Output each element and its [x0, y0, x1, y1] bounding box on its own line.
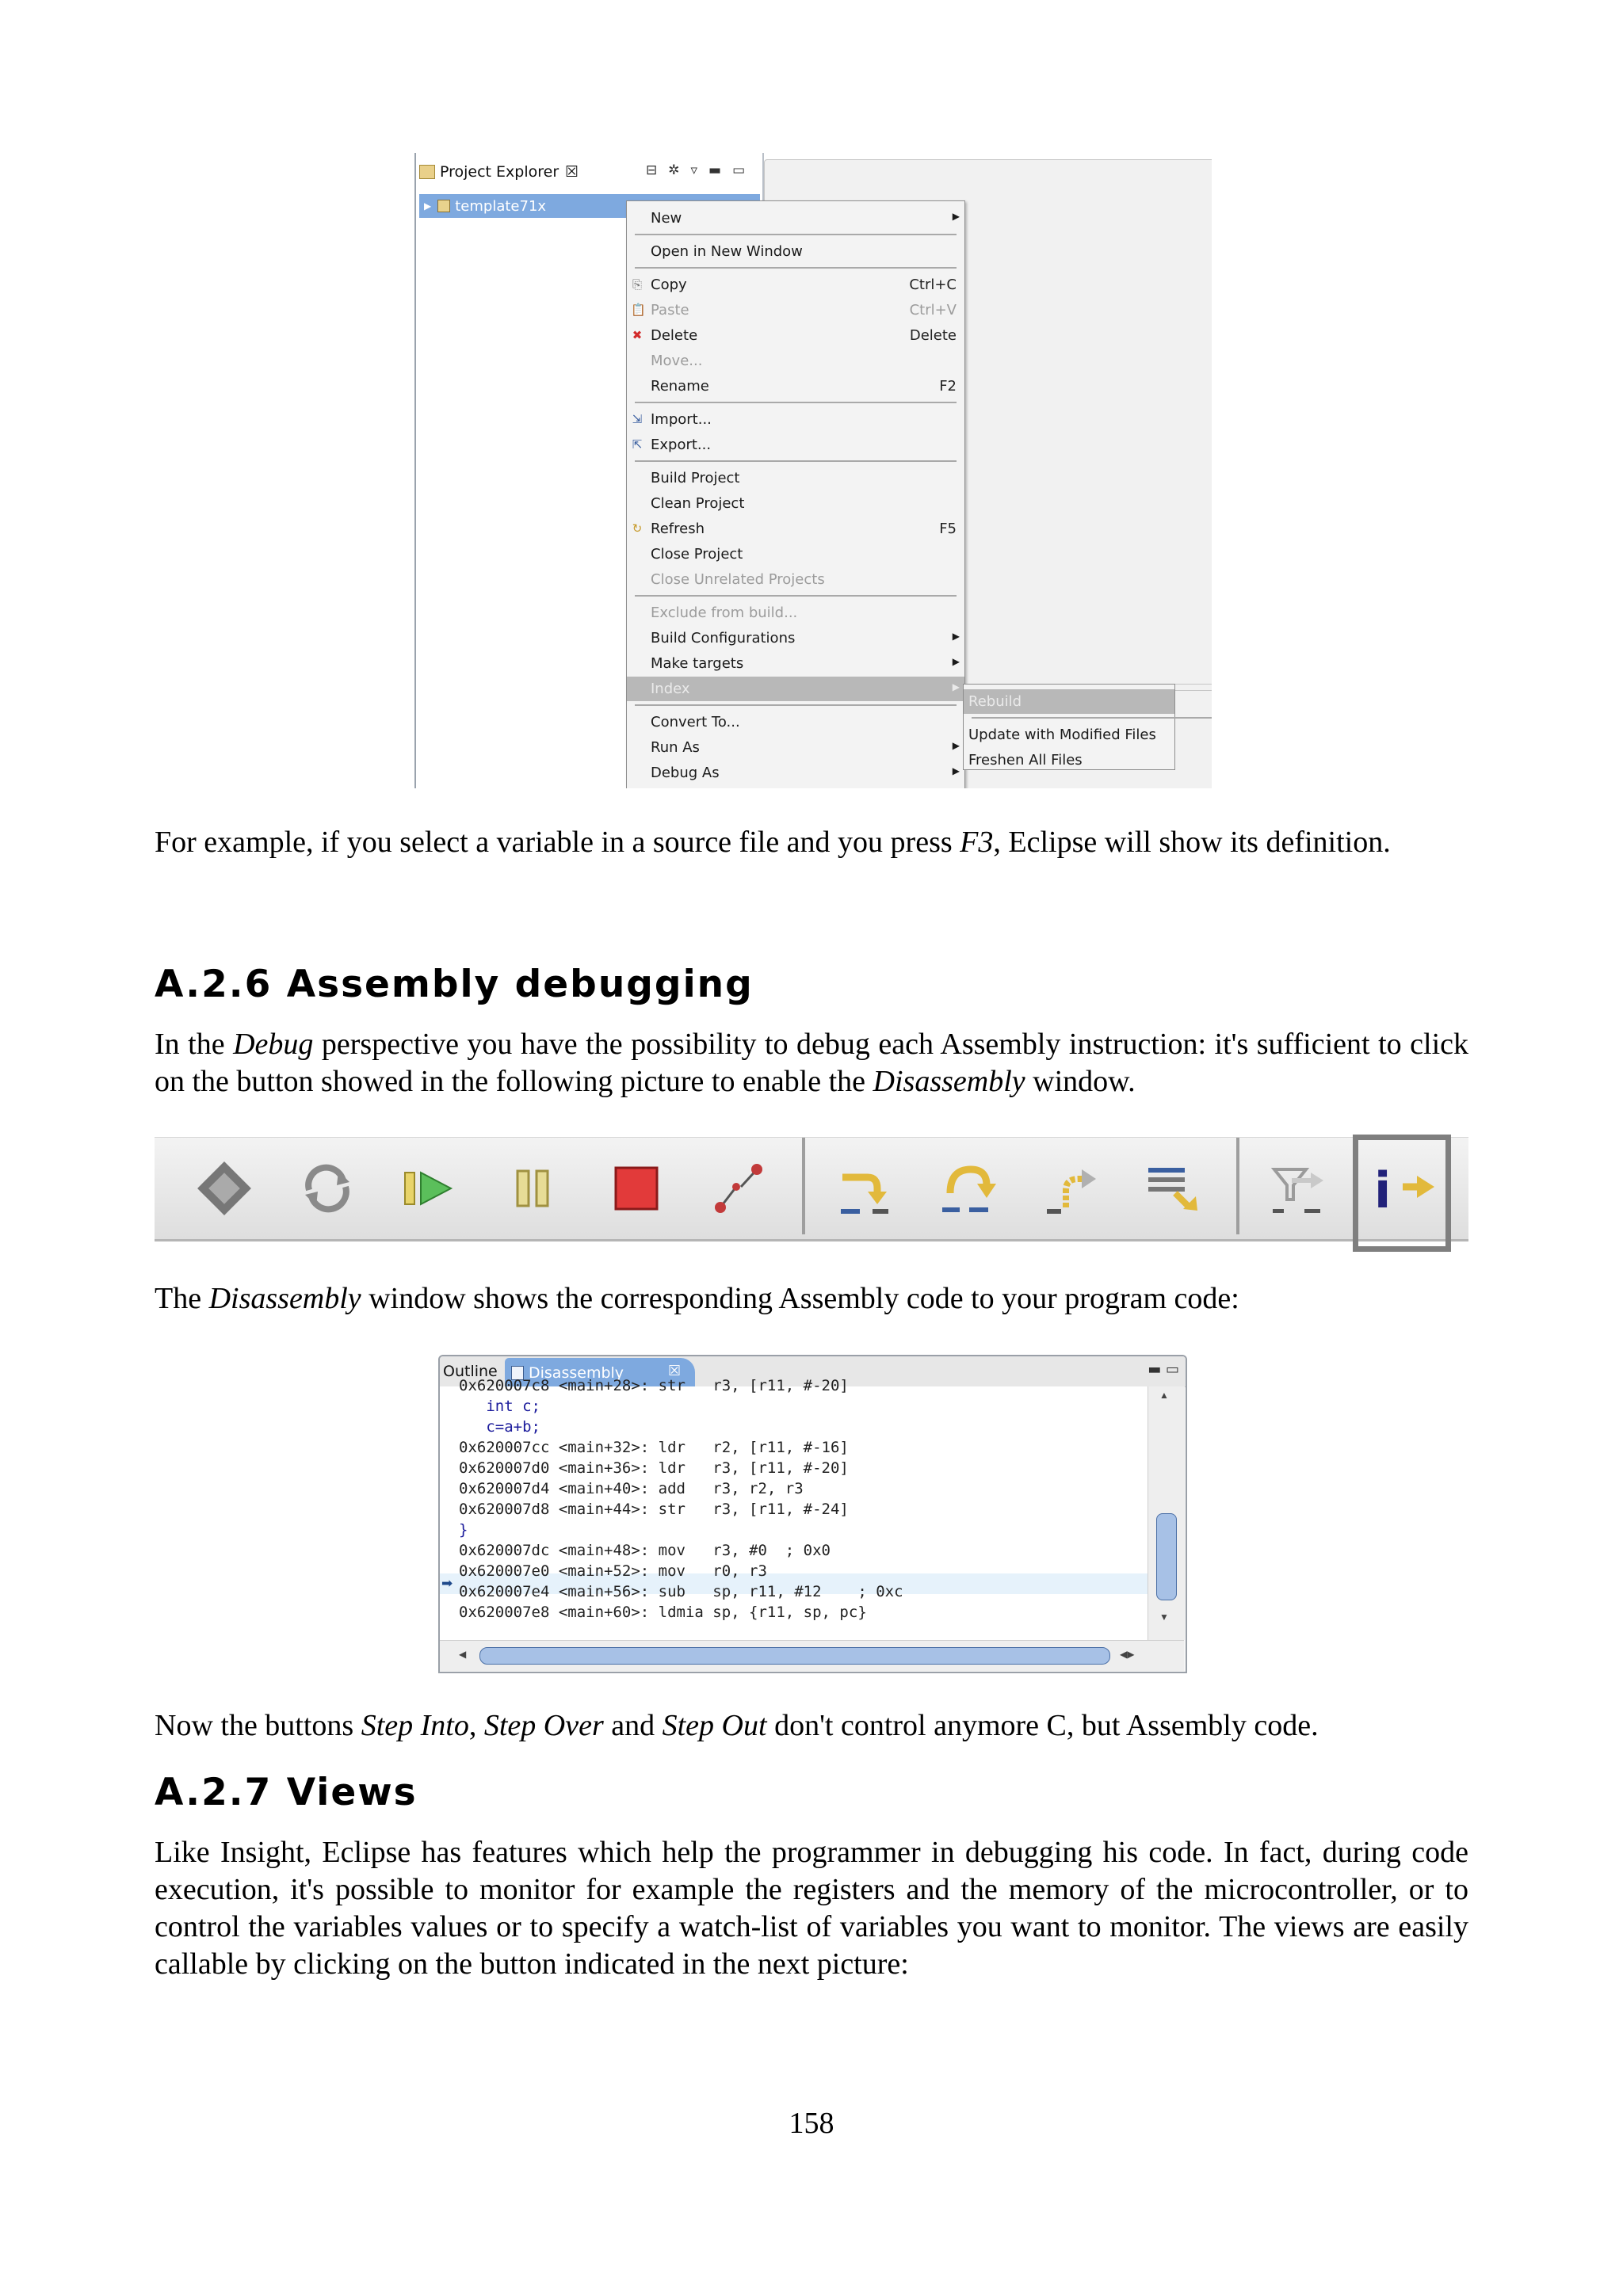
use-step-filters-icon[interactable]	[1268, 1158, 1328, 1219]
instruction-line: 0x620007e0 <main+52>: mov r0, r3	[459, 1562, 767, 1580]
menu-item-label: Refresh	[651, 521, 705, 537]
submenu-arrow-icon: ▶	[952, 681, 960, 692]
index-submenu	[963, 684, 1175, 770]
menu-item-shortcut: Ctrl+V	[909, 302, 957, 318]
current-instruction-line: 0x620007dc <main+48>: mov r3, #0 ; 0x0	[459, 1542, 831, 1559]
menu-item-convert-to[interactable]	[627, 710, 964, 734]
export-icon: ⇱	[632, 437, 643, 452]
emphasis: Disassembly	[208, 1282, 361, 1315]
menu-item-close-project[interactable]	[627, 542, 964, 566]
submenu-arrow-icon: ▶	[952, 765, 960, 776]
close-tab-icon[interactable]: ☒	[668, 1363, 682, 1379]
collapse-all-icon[interactable]: ⊟	[646, 162, 658, 178]
menu-item-exclude-from-build[interactable]	[627, 601, 964, 625]
horizontal-scrollbar[interactable]	[440, 1640, 1184, 1671]
menu-item-shortcut: Ctrl+C	[909, 277, 957, 293]
emphasis: Debug	[233, 1028, 314, 1061]
step-return-icon[interactable]	[1042, 1158, 1102, 1219]
instruction-line: 0x620007d0 <main+36>: ldr r3, [r11, #-20]	[459, 1459, 849, 1477]
emphasis: Step Into	[361, 1709, 469, 1742]
disassembly-code-area[interactable]	[440, 1377, 1148, 1640]
menu-separator	[972, 717, 1212, 719]
menu-item-refresh[interactable]	[627, 517, 964, 541]
menu-item-label: Export...	[651, 437, 712, 453]
project-name: template71x	[455, 197, 547, 215]
horizontal-scroll-thumb[interactable]	[479, 1647, 1110, 1665]
text: window shows the corresponding Assembly code to your program code:	[361, 1282, 1239, 1315]
text: and	[603, 1709, 663, 1742]
menu-item-rebuild[interactable]	[964, 689, 1174, 714]
menu-item-copy[interactable]	[627, 273, 964, 297]
menu-item-label: Debug As	[651, 765, 720, 781]
minimize-icon[interactable]: ▬	[708, 162, 722, 178]
maximize-icon[interactable]: ▭	[732, 162, 746, 178]
menu-item-clean-project[interactable]	[627, 491, 964, 516]
folder-icon	[419, 165, 435, 179]
disconnect-icon[interactable]	[709, 1158, 769, 1219]
debug-toolbar	[155, 1137, 1468, 1241]
view-toolbar	[646, 162, 745, 178]
menu-item-label: Import...	[651, 411, 712, 428]
text: ,	[468, 1709, 484, 1742]
menu-item-paste[interactable]	[627, 298, 964, 322]
text: perspective you have the possibility to debug each Assembly instruction: it's sufficient to click on the button showed in the following picture to enable the	[155, 1028, 1468, 1098]
menu-item-label: Copy	[651, 277, 687, 293]
instruction-line: 0x620007c8 <main+28>: str r3, [r11, #-20]	[459, 1377, 849, 1394]
drop-to-frame-icon[interactable]	[1144, 1158, 1204, 1219]
paragraph-f3	[155, 824, 1468, 861]
remove-terminated-icon[interactable]	[194, 1158, 254, 1219]
tab-label: Disassembly	[529, 1364, 624, 1382]
tab-label: Project Explorer	[440, 163, 559, 181]
view-menu-icon[interactable]: ▿	[690, 162, 698, 178]
vertical-scroll-thumb[interactable]	[1156, 1513, 1177, 1600]
disassembly-view-screenshot	[438, 1355, 1187, 1673]
menu-item-shortcut: Delete	[909, 327, 957, 344]
instruction-line: 0x620007d4 <main+40>: add r3, r2, r3	[459, 1480, 804, 1497]
paragraph-views: Like Insight, Eclipse has features which help the programmer in debugging his code. In fact, during code execution, it's possible to monitor for example the registers and the memory of the microcontroller, or to control the variables values or to specify a watch-list of variables you want to monitor. The views are easily callable by clicking on the button indicated in the next picture:	[155, 1836, 1468, 1981]
text: , Eclipse will show its definition.	[993, 826, 1391, 859]
menu-item-update-with-modified-files[interactable]	[964, 723, 1174, 747]
step-into-icon[interactable]	[836, 1158, 896, 1219]
menu-item-export[interactable]	[627, 433, 964, 457]
menu-item-new[interactable]	[627, 206, 964, 231]
scroll-down-icon[interactable]: ▼	[1159, 1611, 1169, 1623]
instruction-line: 0x620007cc <main+32>: ldr r2, [r11, #-16]	[459, 1439, 849, 1456]
paragraph-debug-perspective	[155, 1026, 1468, 1100]
scroll-right-icon[interactable]: ◀▶	[1120, 1649, 1135, 1660]
scroll-left-icon[interactable]: ◀	[459, 1649, 467, 1660]
emphasis: Step Out	[662, 1709, 767, 1742]
menu-item-debug-as[interactable]	[627, 761, 964, 785]
tab-project-explorer[interactable]	[419, 159, 579, 185]
paragraph-disassembly-window	[155, 1280, 1468, 1318]
source-line: int c;	[459, 1398, 540, 1415]
menu-item-make-targets[interactable]	[627, 651, 964, 676]
tab-outline[interactable]: Outline	[443, 1363, 498, 1380]
menu-item-label: Rename	[651, 378, 709, 395]
menu-item-label: Run As	[651, 739, 700, 756]
scroll-up-icon[interactable]: ▲	[1159, 1390, 1169, 1401]
menu-item-label: Build Project	[651, 470, 740, 486]
window-buttons[interactable]: ▬ ▭	[1148, 1361, 1179, 1378]
menu-item-build-project[interactable]	[627, 466, 964, 490]
instruction-pointer-icon: ➡	[441, 1576, 453, 1592]
menu-item-index[interactable]	[627, 677, 964, 701]
project-explorer-screenshot	[414, 153, 1212, 788]
instruction-line: 0x620007e4 <main+56>: sub sp, r11, #12 ; 0xc	[459, 1583, 903, 1600]
instruction-line: 0x620007d8 <main+44>: str r3, [r11, #-24]	[459, 1501, 849, 1518]
delete-icon: ✖	[632, 328, 643, 342]
terminate-icon[interactable]	[606, 1158, 666, 1219]
expand-arrow-icon[interactable]: ▶	[424, 200, 432, 212]
menu-item-label: New	[651, 210, 682, 227]
menu-item-freshen-all-files[interactable]	[964, 748, 1174, 772]
project-folder-icon	[437, 200, 450, 212]
menu-item-close-unrelated-projects[interactable]	[627, 567, 964, 592]
menu-item-label: Build Configurations	[651, 630, 796, 646]
text: For example, if you select a variable in a source file and you press	[155, 826, 960, 859]
suspend-icon[interactable]	[503, 1158, 563, 1219]
submenu-arrow-icon: ▶	[952, 740, 960, 751]
menu-item-label: Exclude from build...	[651, 605, 798, 621]
vertical-scrollbar[interactable]	[1148, 1386, 1185, 1640]
menu-separator	[635, 267, 957, 269]
source-line: }	[459, 1521, 468, 1539]
menu-item-label: Rebuild	[968, 693, 1022, 710]
toolbar-separator	[1236, 1138, 1239, 1234]
menu-item-label: Close Project	[651, 546, 743, 563]
menu-item-label: Open in New Window	[651, 243, 803, 260]
text: The	[155, 1282, 209, 1315]
menu-item-run-as[interactable]	[627, 735, 964, 760]
heading-views: A.2.7 Views	[155, 1771, 418, 1814]
menu-item-shortcut: F5	[939, 521, 957, 537]
source-line: c=a+b;	[459, 1418, 540, 1436]
instruction-line: 0x620007e8 <main+60>: ldmia sp, {r11, sp, pc}	[459, 1604, 867, 1621]
menu-item-label: Freshen All Files	[968, 752, 1083, 769]
menu-item-label: Update with Modified Files	[968, 727, 1156, 743]
menu-item-label: Paste	[651, 302, 689, 318]
highlight-frame	[1353, 1135, 1451, 1252]
menu-item-label: Close Unrelated Projects	[651, 571, 825, 588]
menu-item-label: Move...	[651, 353, 703, 369]
import-icon: ⇲	[632, 412, 643, 426]
emphasis: Disassembly	[873, 1065, 1025, 1098]
close-tab-icon[interactable]: ☒	[565, 163, 579, 181]
menu-item-import[interactable]	[627, 407, 964, 432]
menu-separator	[635, 595, 957, 597]
menu-separator	[635, 704, 957, 706]
menu-item-delete[interactable]	[627, 323, 964, 348]
menu-item-rename[interactable]	[627, 374, 964, 399]
copy-icon: ⎘	[632, 277, 642, 292]
context-menu	[626, 200, 965, 788]
paragraph-step-buttons	[155, 1707, 1468, 1745]
emphasis: Step Over	[483, 1709, 604, 1742]
link-with-editor-icon[interactable]: ✲	[668, 162, 680, 178]
emphasis: F3	[960, 826, 994, 859]
toolbar-separator	[802, 1138, 805, 1234]
submenu-arrow-icon: ▶	[952, 631, 960, 642]
menu-separator	[635, 402, 957, 403]
heading-assembly-debugging: A.2.6 Assembly debugging	[155, 963, 754, 1006]
menu-item-label: Index	[651, 681, 690, 697]
text: In the	[155, 1028, 234, 1061]
text: Now the buttons	[155, 1709, 361, 1742]
menu-item-open-in-new-window[interactable]	[627, 239, 964, 264]
menu-item-build-configurations[interactable]	[627, 626, 964, 650]
refresh-icon: ↻	[632, 521, 643, 536]
menu-separator	[635, 234, 957, 235]
resume-icon[interactable]	[399, 1158, 459, 1219]
instruction-glyph: i	[1374, 1161, 1392, 1219]
menu-item-move[interactable]	[627, 349, 964, 373]
step-over-icon[interactable]	[939, 1158, 999, 1219]
page-number: 158	[789, 2107, 834, 2140]
menu-item-label: Delete	[651, 327, 698, 344]
reconnect-icon[interactable]	[297, 1158, 357, 1219]
menu-item-label: Convert To...	[651, 714, 740, 730]
text: window.	[1025, 1065, 1136, 1098]
menu-item-shortcut: F2	[939, 378, 957, 395]
submenu-arrow-icon: ▶	[952, 656, 960, 667]
text: don't control anymore C, but Assembly code.	[766, 1709, 1319, 1742]
menu-item-label: Clean Project	[651, 495, 745, 512]
menu-separator	[635, 460, 957, 462]
submenu-arrow-icon: ▶	[952, 211, 960, 222]
paste-icon: 📋	[631, 303, 646, 317]
menu-item-label: Make targets	[651, 655, 744, 672]
